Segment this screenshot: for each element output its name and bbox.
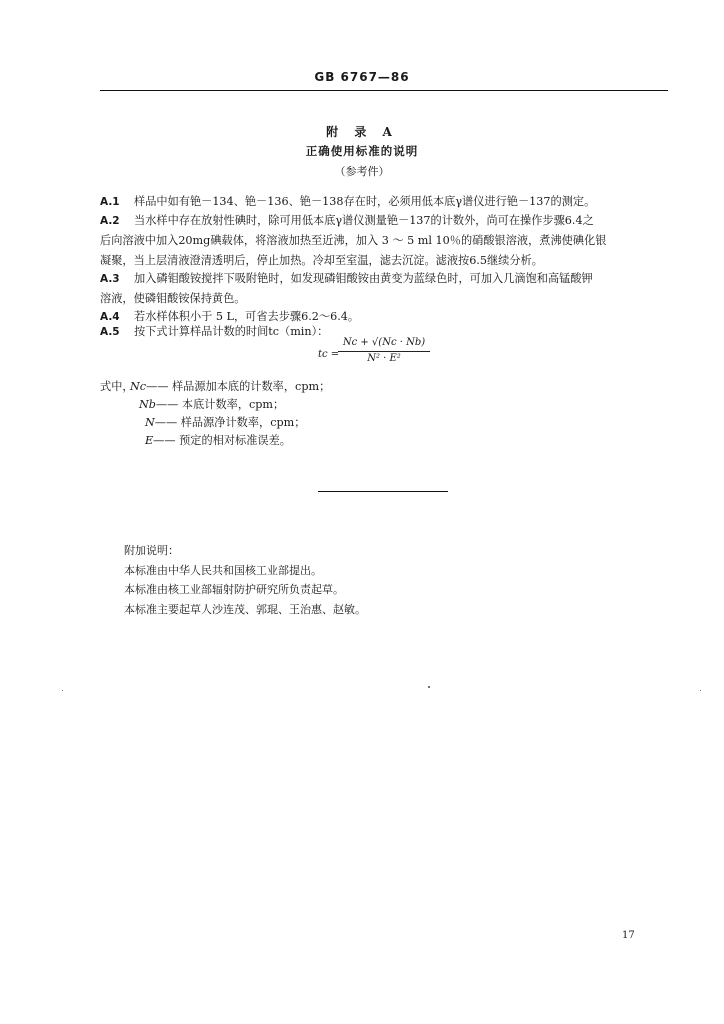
clause-text: 加入磷钼酸铵搅拌下吸附铯时，如发现磷钼酸铵由黄变为蓝绿色时，可加入几滴饱和高锰酸钾 [134, 272, 593, 285]
legend-symbol: Nc [130, 380, 147, 393]
clause-text: 若水样体积小于 5 L，可省去步骤6.2～6.4。 [134, 310, 360, 323]
clause-a1 [100, 195, 595, 209]
page-number: 17 [622, 930, 635, 941]
legend-item [139, 398, 284, 412]
header-rule [100, 90, 668, 91]
count-time-formula [318, 337, 428, 373]
notes-line: 本标准由核工业部辐射防护研究所负责起草。 [124, 583, 344, 596]
fraction-bar [338, 351, 430, 352]
clause-text-continued: 后向溶液中加入20mg碘载体，将溶液加热至近沸，加入 3 ～ 5 ml 10％的硝酸银溶液，煮沸使碘化银 [100, 234, 607, 247]
legend-text: —— 样品源净计数率，cpm； [154, 416, 306, 429]
legend-item [100, 380, 330, 394]
clause-number: A.1 [100, 196, 120, 208]
legend-text: —— 本底计数率，cpm； [155, 398, 285, 411]
legend-prefix: 式中， [100, 380, 134, 393]
scan-speck [700, 690, 701, 691]
legend-symbol: E [145, 434, 154, 447]
legend-symbol: Nb [139, 398, 156, 411]
clause-a3 [100, 272, 593, 286]
legend-text: —— 样品源加本底的计数率，cpm； [146, 380, 331, 393]
notes-line: 本标准主要起草人沙连茂、郭琨、王治惠、赵敏。 [124, 602, 366, 616]
clause-text: 按下式计算样品计数的时间tc（min）： [134, 325, 329, 338]
appendix-label: 附 录 A [326, 125, 398, 139]
clause-number: A.2 [100, 215, 120, 227]
clause-number: A.5 [100, 326, 120, 338]
scan-speck [428, 686, 430, 688]
clause-text: 样品中如有铯－134、铯－136、铯－138存在时，必须用低本底γ谱仪进行铯－137的测定。 [134, 195, 596, 208]
formula-numerator: Nc + √(Nc · Nb) [342, 337, 426, 348]
formula-lhs: tc = [318, 349, 340, 360]
clause-text-continued: 凝聚，当上层清液澄清透明后，停止加热。冷却至室温，滤去沉淀。滤液按6.5继续分析。 [100, 254, 543, 267]
clause-a5 [100, 325, 328, 339]
section-divider [318, 491, 448, 492]
formula-denominator: N² · E² [367, 353, 401, 364]
clause-text: 当水样中存在放射性碘时，除可用低本底γ谱仪测量铯－137的计数外，尚可在操作步骤6.4之 [134, 214, 594, 227]
clause-number: A.4 [100, 311, 120, 323]
scan-speck [62, 690, 63, 691]
clause-text-continued: 溶液，使磷钼酸铵保持黄色。 [100, 292, 246, 305]
clause-a4 [100, 310, 359, 324]
legend-item [145, 416, 305, 430]
clause-a2 [100, 214, 594, 228]
additional-notes [124, 541, 366, 619]
legend-item [145, 434, 291, 448]
legend-symbol: N [145, 416, 155, 429]
clause-number: A.3 [100, 273, 120, 285]
legend-text: —— 预定的相对标准误差。 [153, 434, 291, 447]
notes-heading: 附加说明： [124, 544, 179, 557]
appendix-subtitle: （参考件） [334, 165, 390, 178]
standard-code: GB 6767—86 [314, 70, 410, 84]
notes-line: 本标准由中华人民共和国核工业部提出。 [124, 563, 322, 577]
appendix-title: 正确使用标准的说明 [305, 144, 419, 158]
